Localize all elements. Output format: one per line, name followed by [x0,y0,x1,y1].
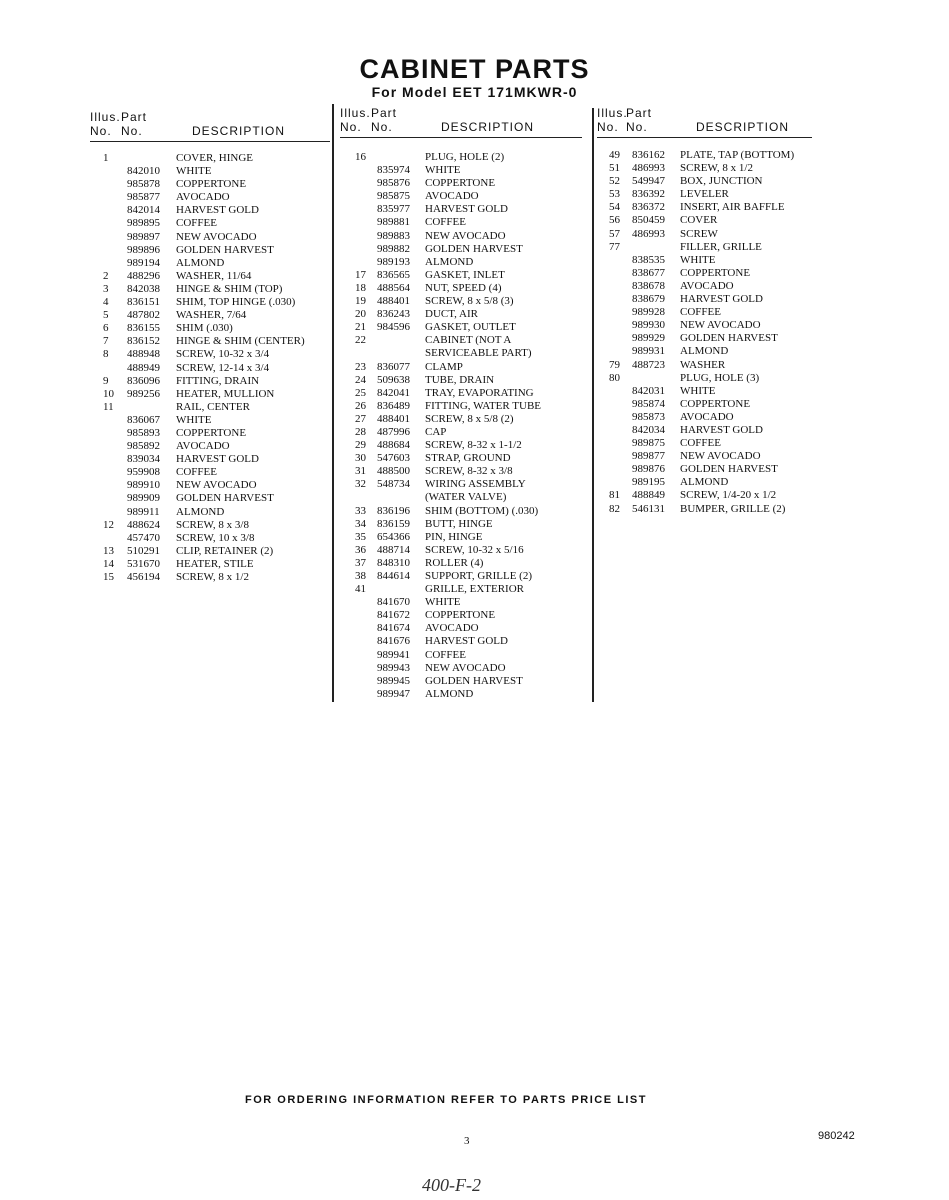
part-number: 836243 [377,308,410,321]
part-number: 989911 [127,505,160,518]
part-header: Part [626,106,653,120]
part-description: COFFEE [176,217,217,230]
illus-number: 41 [355,583,366,596]
part-description: NEW AVOCADO [425,229,506,242]
part-number: 989194 [127,256,160,269]
part-number: 836196 [377,504,410,517]
part-description: SUPPORT, GRILLE (2) [425,570,532,582]
illus-number: 51 [609,162,620,175]
part-number: 989947 [377,687,410,700]
part-description: COFFEE [680,306,721,319]
part-number: 836151 [127,296,160,309]
part-description: SCREW, 10-32 x 3/4 [176,348,270,361]
part-number: 989195 [632,476,665,489]
part-description: CLAMP [425,360,463,373]
part-number: 488949 [127,361,160,374]
part-description: TUBE, DRAIN [425,373,495,386]
illus-number: 34 [355,517,366,530]
part-number: 844614 [377,570,410,582]
part-description: HINGE & SHIM (TOP) [176,282,283,295]
part-number: 989943 [377,661,410,674]
part-number: 989881 [377,216,410,229]
part-description: NEW AVOCADO [680,450,761,463]
illus-number: 57 [609,227,620,240]
column-divider [592,108,594,702]
part-number: 838678 [632,279,665,292]
part-description: HEATER, MULLION [176,387,275,400]
illus-number: 15 [103,571,114,583]
parts-column-3 [597,106,812,515]
part-number: 654366 [377,530,410,543]
part-number: 989877 [632,450,665,463]
part-description: COVER [680,214,718,227]
illus-number: 53 [609,188,620,201]
illus-number: 82 [609,502,620,515]
part-description: SCREW, 8 x 5/8 (3) [425,295,514,308]
part-number: 989931 [632,345,665,358]
part-number: 488624 [127,518,160,531]
part-number: 989941 [377,648,410,661]
illus-number: 37 [355,556,366,569]
part-description: ALMOND [176,505,225,518]
part-description: INSERT, AIR BAFFLE [680,201,785,214]
illus-number: 6 [103,322,109,335]
part-description: COFFEE [176,466,217,479]
part-description: HARVEST GOLD [176,453,259,466]
illus-number: 4 [103,296,109,309]
part-description: GOLDEN HARVEST [176,492,274,505]
part-number: 457470 [127,531,160,544]
illus-number: 24 [355,373,366,386]
illus-number: 20 [355,308,366,321]
part-number: 985874 [632,397,665,410]
part-number: 989896 [127,243,160,256]
part-description: WHITE [425,596,461,609]
part-number: 546131 [632,502,665,515]
part-number: 488296 [127,269,160,282]
part-description: NEW AVOCADO [176,479,257,492]
part-description: CLIP, RETAINER (2) [176,544,274,557]
illus-number: 9 [103,374,109,387]
part-description: WHITE [176,413,212,426]
part-number: 836152 [127,335,160,348]
part-number: 989883 [377,229,410,242]
part-description: SCREW, 8 x 3/8 [176,518,249,531]
part-description: GASKET, INLET [425,268,505,281]
part-description: FITTING, DRAIN [176,374,260,387]
part-description: COPPERTONE [680,266,751,279]
part-number: 488684 [377,439,410,452]
part-number: 835977 [377,203,410,216]
part-description: NEW AVOCADO [425,661,506,674]
illus-number: 27 [355,412,366,425]
illus-number: 28 [355,425,366,438]
part-description: NEW AVOCADO [176,230,257,243]
illus-no-header: No. [597,120,619,134]
part-description: ALMOND [425,255,474,268]
part-number: 836159 [377,517,410,530]
part-description: GOLDEN HARVEST [680,332,778,345]
illus-number: 18 [355,281,366,294]
part-number: 836565 [377,268,410,281]
part-number: 841670 [377,596,410,609]
model-subtitle: For Model EET 171MKWR-0 [371,84,578,100]
part-description: HINGE & SHIM (CENTER) [176,335,305,348]
part-number: 488948 [127,348,160,361]
column-header [597,106,812,144]
part-description: WASHER, 11/64 [176,269,252,282]
illus-number: 56 [609,214,620,227]
part-description: ROLLER (4) [425,556,484,569]
part-number: 836067 [127,413,160,426]
part-number: 486993 [632,227,665,240]
column-divider [332,104,334,702]
part-description: BUTT, HINGE [425,517,493,530]
part-description: (WATER VALVE) [425,491,507,504]
illus-number: 16 [355,151,366,163]
part-number: 841672 [377,609,410,622]
part-number: 989897 [127,230,160,243]
illus-number: 12 [103,518,114,531]
illus-number: 49 [609,149,620,161]
part-description: DUCT, AIR [425,308,478,321]
part-number: 985875 [377,190,410,203]
part-number: 989876 [632,463,665,476]
illus-number: 81 [609,489,620,502]
illus-header: Illus. [340,106,371,120]
illus-number: 25 [355,386,366,399]
part-description: AVOCADO [425,622,479,635]
part-description: GRILLE, EXTERIOR [425,583,524,596]
part-description: PIN, HINGE [425,530,483,543]
header-rule [597,137,812,138]
part-description: SCREW, 1/4-20 x 1/2 [680,489,777,502]
part-description: AVOCADO [176,440,230,453]
part-description: FITTING, WATER TUBE [425,399,542,412]
part-description: HEATER, STILE [176,557,254,570]
part-number: 985893 [127,426,160,439]
part-description: PLUG, HOLE (3) [680,371,760,384]
part-number: 842034 [632,423,665,436]
illus-number: 77 [609,240,620,253]
description-header: DESCRIPTION [696,120,790,134]
part-description: SHIM, TOP HINGE (.030) [176,296,296,309]
part-number: 985877 [127,191,160,204]
part-description: SERVICEABLE PART) [425,347,532,360]
part-number: 509638 [377,373,410,386]
part-number: 842031 [632,384,665,397]
illus-number: 29 [355,439,366,452]
part-description: COPPERTONE [425,609,496,622]
part-description: WASHER, 7/64 [176,309,247,322]
illus-header: Illus. [90,110,121,124]
part-description: PLATE, TAP (BOTTOM) [680,149,795,161]
part-description: HARVEST GOLD [425,203,508,216]
part-description: HARVEST GOLD [680,423,763,436]
part-number: 836372 [632,201,665,214]
part-number: 841676 [377,635,410,648]
illus-number: 5 [103,309,109,322]
part-number: 836162 [632,149,665,161]
part-description: WHITE [176,165,212,178]
part-description: HARVEST GOLD [176,204,259,217]
part-description: COPPERTONE [425,177,496,190]
part-number: 989193 [377,255,410,268]
part-description: ALMOND [680,476,729,489]
part-number: 989882 [377,242,410,255]
part-description: GOLDEN HARVEST [176,243,274,256]
parts-column-2 [340,106,582,700]
part-number: 989945 [377,674,410,687]
part-no-header: No. [626,120,648,134]
part-description: ALMOND [680,345,729,358]
part-description: SHIM (.030) [176,322,233,335]
part-description: WHITE [680,253,716,266]
illus-number: 38 [355,570,366,582]
part-number: 838677 [632,266,665,279]
part-description: HARVEST GOLD [680,293,763,306]
description-header: DESCRIPTION [192,124,286,138]
part-description: ALMOND [176,256,225,269]
part-number: 488564 [377,281,410,294]
part-number: 836077 [377,360,410,373]
part-number: 989928 [632,306,665,319]
part-number: 488849 [632,489,665,502]
part-description: COPPERTONE [680,397,751,410]
part-description: TRAY, EVAPORATING [425,386,534,399]
part-number: 456194 [127,571,160,583]
part-header: Part [121,110,148,124]
part-number: 985878 [127,178,160,191]
part-description: AVOCADO [680,410,734,423]
part-number: 842014 [127,204,160,217]
illus-number: 21 [355,321,366,334]
illus-header: Illus. [597,106,628,120]
parts-column-1 [90,110,330,583]
part-number: 842010 [127,165,160,178]
part-description: SHIM (BOTTOM) (.030) [425,504,539,517]
part-number: 531670 [127,557,160,570]
part-description: BOX, JUNCTION [680,175,763,188]
part-description: SCREW, 8-32 x 1-1/2 [425,439,522,452]
illus-number: 13 [103,544,114,557]
part-header: Part [371,106,398,120]
part-number: 985876 [377,177,410,190]
part-number: 838535 [632,253,665,266]
part-description: ALMOND [425,687,474,700]
illus-number: 80 [609,371,620,384]
part-description: LEVELER [680,188,729,201]
illus-number: 14 [103,557,114,570]
part-number: 548734 [377,478,410,491]
part-description: RAIL, CENTER [176,400,250,413]
illus-no-header: No. [340,120,362,134]
part-no-header: No. [121,124,143,138]
page-title: CABINET PARTS [359,54,590,84]
part-description: SCREW, 8 x 5/8 (2) [425,412,514,425]
part-description: SCREW, 8 x 1/2 [680,162,753,175]
part-number: 985892 [127,440,160,453]
part-number: 836392 [632,188,665,201]
part-description: SCREW, 10-32 x 5/16 [425,543,524,556]
column-header [340,106,582,144]
illus-number: 36 [355,543,366,556]
illus-number: 31 [355,465,366,478]
part-number: 835974 [377,164,410,177]
illus-number: 26 [355,399,366,412]
part-description: GOLDEN HARVEST [425,674,523,687]
part-no-header: No. [371,120,393,134]
part-description: SCREW, 8 x 1/2 [176,571,249,583]
illus-number: 8 [103,348,109,361]
part-number: 836155 [127,322,160,335]
part-number: 850459 [632,214,665,227]
illus-number: 10 [103,387,114,400]
part-number: 488714 [377,543,410,556]
illus-number: 17 [355,268,366,281]
part-description: COPPERTONE [176,426,247,439]
part-number: 488401 [377,412,410,425]
part-number: 984596 [377,321,410,334]
part-number: 488723 [632,358,665,371]
part-description: BUMPER, GRILLE (2) [680,502,786,515]
part-number: 842038 [127,282,160,295]
part-number: 989910 [127,479,160,492]
handwritten-note: 400-F-2 [422,1175,481,1195]
part-description: WASHER [680,358,726,371]
illus-number: 30 [355,452,366,465]
illus-number: 54 [609,201,620,214]
part-number: 989930 [632,319,665,332]
illus-number: 33 [355,504,366,517]
part-description: CAP [425,425,447,438]
part-number: 842041 [377,386,410,399]
part-description: WHITE [680,384,716,397]
part-description: CABINET (NOT A [425,334,512,347]
part-number: 989929 [632,332,665,345]
illus-no-header: No. [90,124,112,138]
part-description: SCREW, 12-14 x 3/4 [176,361,270,374]
part-description: WHITE [425,164,461,177]
illus-number: 35 [355,530,366,543]
part-number: 989895 [127,217,160,230]
illus-number: 23 [355,360,366,373]
illus-number: 32 [355,478,366,491]
ordering-note: FOR ORDERING INFORMATION REFER TO PARTS PRICE LIST [245,1094,647,1106]
part-number: 836096 [127,374,160,387]
part-number: 841674 [377,622,410,635]
part-description: HARVEST GOLD [425,635,508,648]
part-description: STRAP, GROUND [425,452,511,465]
part-number: 487802 [127,309,160,322]
illus-number: 3 [103,282,109,295]
part-number: 547603 [377,452,410,465]
illus-number: 22 [355,334,366,347]
part-description: NUT, SPEED (4) [425,281,502,294]
header-rule [90,141,330,142]
part-description: AVOCADO [680,279,734,292]
header-rule [340,137,582,138]
description-header: DESCRIPTION [441,120,535,134]
part-number: 985873 [632,410,665,423]
part-number: 488401 [377,295,410,308]
column-header [90,110,330,148]
illus-number: 1 [103,152,109,164]
part-description: FILLER, GRILLE [680,240,762,253]
part-number: 989909 [127,492,160,505]
illus-number: 79 [609,358,620,371]
illus-number: 52 [609,175,620,188]
part-number: 836489 [377,399,410,412]
illus-number: 7 [103,335,109,348]
part-description: AVOCADO [425,190,479,203]
part-number: 549947 [632,175,665,188]
part-description: COPPERTONE [176,178,247,191]
part-number: 488500 [377,465,410,478]
part-number: 989256 [127,387,160,400]
illus-number: 11 [103,400,114,413]
document-code: 980242 [818,1130,855,1142]
part-number: 989875 [632,437,665,450]
part-description: GOLDEN HARVEST [425,242,523,255]
part-description: COFFEE [425,216,466,229]
part-number: 839034 [127,453,160,466]
part-description: SCREW, 8-32 x 3/8 [425,465,513,478]
part-description: SCREW [680,227,718,240]
illus-number: 19 [355,295,366,308]
part-number: 486993 [632,162,665,175]
part-description: COFFEE [680,437,721,450]
part-description: COVER, HINGE [176,152,253,164]
part-number: 487996 [377,425,410,438]
part-description: COFFEE [425,648,466,661]
part-description: WIRING ASSEMBLY [425,478,526,491]
illus-number: 2 [103,269,109,282]
part-number: 848310 [377,556,410,569]
part-description: GASKET, OUTLET [425,321,516,334]
part-number: 959908 [127,466,160,479]
part-description: SCREW, 10 x 3/8 [176,531,255,544]
part-description: PLUG, HOLE (2) [425,151,505,163]
page-number: 3 [464,1135,470,1147]
part-description: GOLDEN HARVEST [680,463,778,476]
part-number: 838679 [632,293,665,306]
part-description: NEW AVOCADO [680,319,761,332]
part-number: 510291 [127,544,160,557]
part-description: AVOCADO [176,191,230,204]
